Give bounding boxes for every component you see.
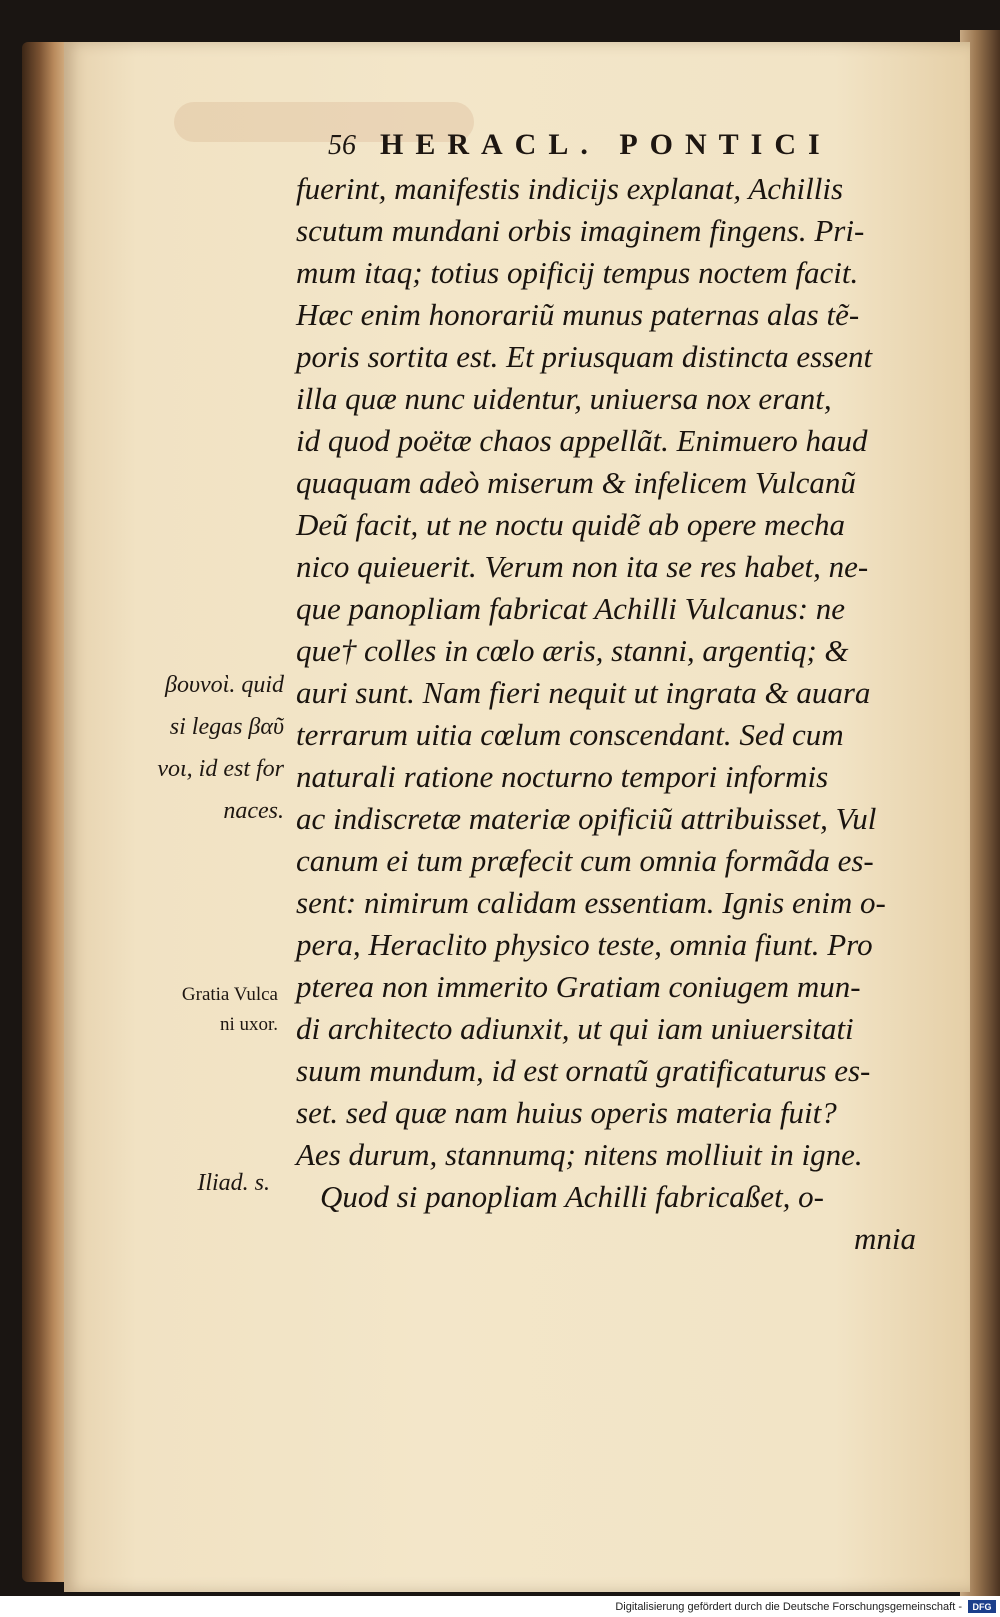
text-line: ac indiscretæ materiæ opificiũ attribuisset, Vul [296, 801, 877, 836]
text-line: poris sortita est. Et priusquam distincta essent [296, 339, 873, 374]
text-line: mum itaq; totius opificij tempus noctem facit. [296, 255, 859, 290]
text-line: canum ei tum præfecit cum omnia formãda es- [296, 843, 874, 878]
footer-credit: Digitalisierung gefördert durch die Deutsche Forschungsgemeinschaft - [615, 1600, 962, 1613]
digitization-footer [0, 1596, 1000, 1617]
text-line: naturali ratione nocturno tempori informis [296, 759, 829, 794]
page-header [328, 128, 908, 168]
text-line: Quod si panopliam Achilli fabricaßet, o- [320, 1179, 825, 1214]
margin-note-line: naces. [223, 798, 284, 824]
text-line: illa quæ nunc uidentur, uniuersa nox erant, [296, 381, 832, 416]
text-line: scutum mundani orbis imaginem fingens. Pri- [296, 213, 865, 248]
text-line: set. sed quæ nam huius operis materia fuit? [296, 1095, 837, 1130]
main-text [296, 168, 936, 1260]
margin-note-line: βουνοὶ. quid [165, 672, 284, 698]
dfg-logo-icon: DFG [968, 1600, 996, 1613]
text-line: quaquam adeò miserum & infelicem Vulcanũ [296, 465, 856, 500]
text-line: que† colles in cœlo æris, stanni, argentiq; & [296, 633, 849, 668]
text-line: que panopliam fabricat Achilli Vulcanus: ne [296, 591, 846, 626]
margin-note-line: νοι, id est for [157, 756, 284, 782]
text-line: pterea non immerito Gratiam coniugem mun- [296, 969, 861, 1004]
text-line: pera, Heraclito physico teste, omnia fiunt. Pro [296, 927, 873, 962]
text-line: Aes durum, stannumq; nitens molliuit in igne. [296, 1137, 863, 1172]
margin-note-greek [134, 664, 284, 832]
text-line: Hæc enim honorariũ munus paternas alas tẽ- [296, 297, 860, 332]
page-number: 56 [328, 130, 356, 161]
text-line: sent: nimirum calidam essentiam. Ignis enim o- [296, 885, 886, 920]
margin-note-line: ni uxor. [219, 1014, 278, 1035]
text-line: nico quieuerit. Verum non ita se res habet, ne- [296, 549, 869, 584]
catchword: mnia [854, 1221, 916, 1256]
text-line: terrarum uitia cœlum conscendant. Sed cum [296, 717, 844, 752]
text-line: auri sunt. Nam fieri nequit ut ingrata & auara [296, 675, 871, 710]
text-line: suum mundum, id est ornatũ gratificaturus es- [296, 1053, 871, 1088]
margin-note-line: Gratia Vulca [181, 984, 278, 1005]
margin-note-gratia [128, 980, 278, 1040]
text-line: di architecto adiunxit, ut qui iam uniuersitati [296, 1011, 854, 1046]
text-line: id quod poëtæ chaos appellãt. Enimuero haud [296, 423, 868, 458]
text-line: Deũ facit, ut ne noctu quidẽ ab opere mecha [296, 507, 845, 542]
running-head: HERACL. PONTICI [380, 128, 832, 161]
margin-note-line: si legas βαῦ [169, 714, 284, 740]
margin-note-iliad: Iliad. s. [197, 1170, 270, 1196]
text-line: fuerint, manifestis indicijs explanat, Achillis [296, 171, 844, 206]
